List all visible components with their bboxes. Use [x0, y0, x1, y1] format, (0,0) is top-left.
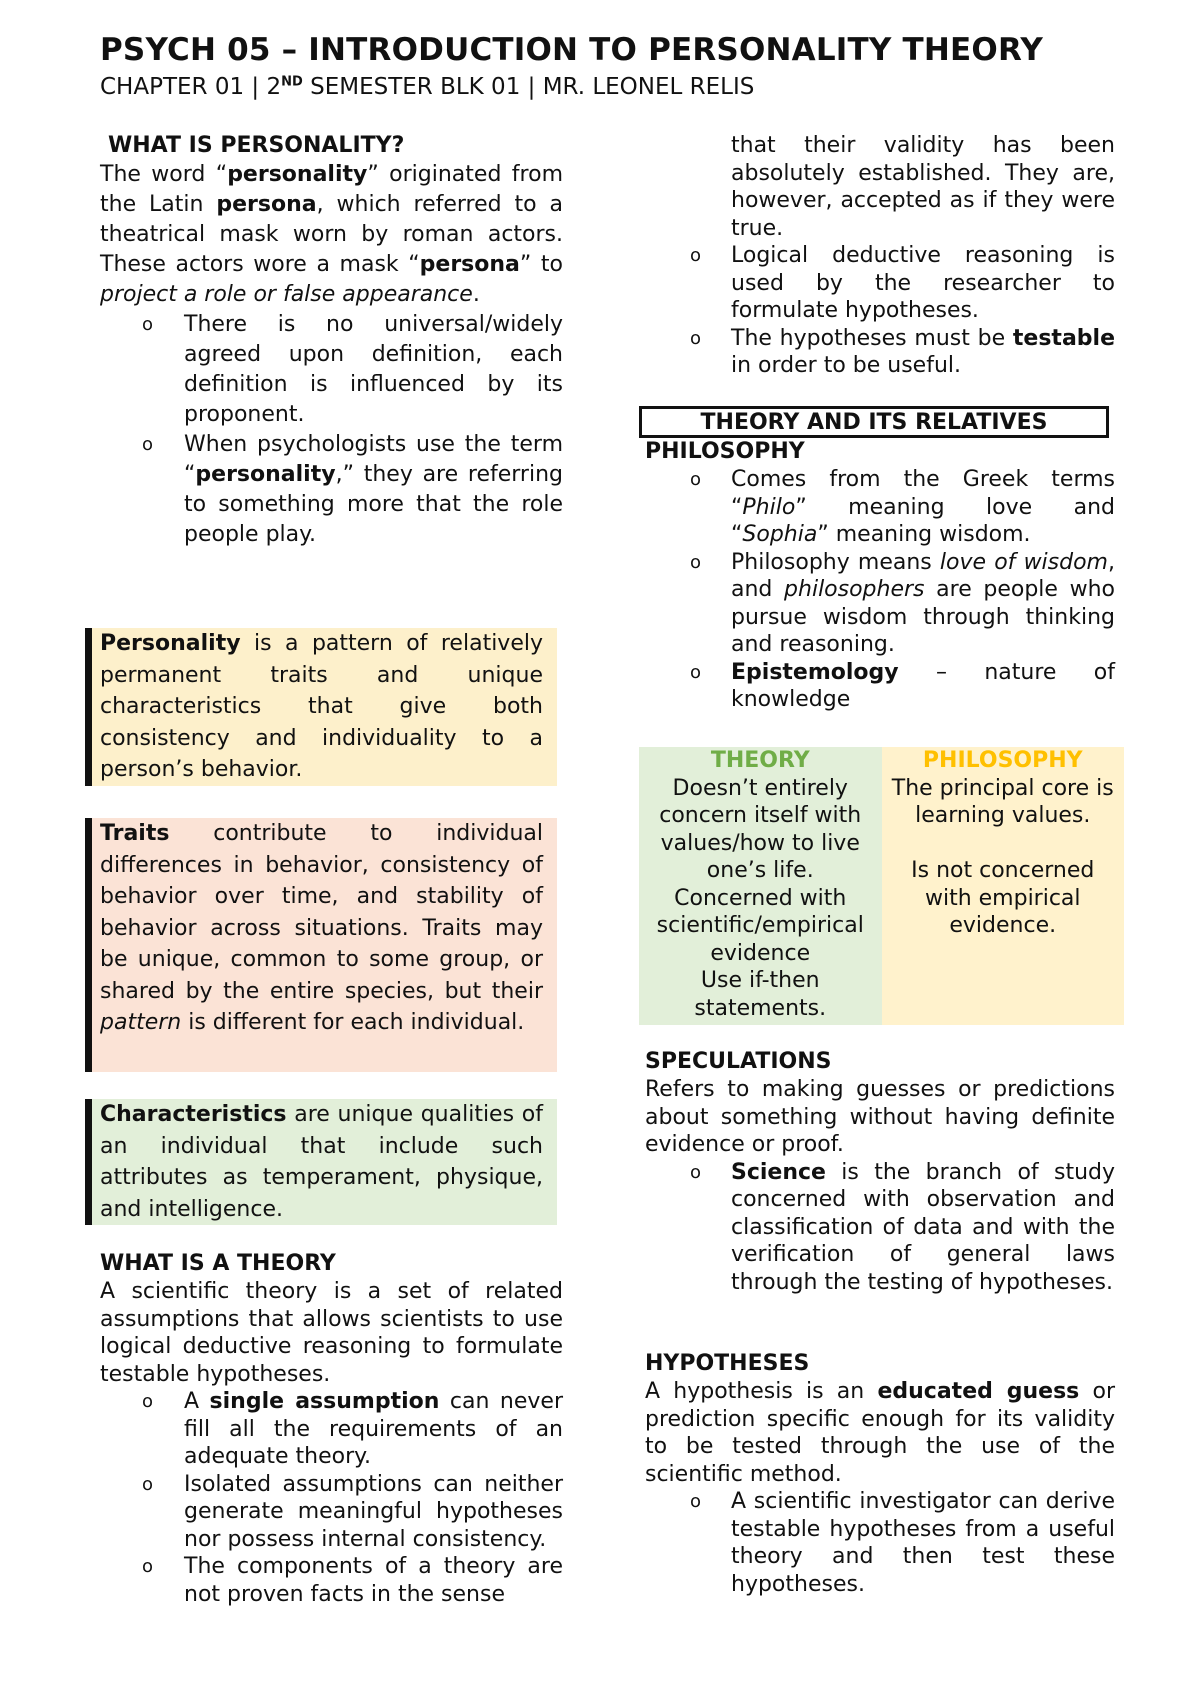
- text-run: can never fill all the requirements of an adequate theory.: [184, 1389, 563, 1469]
- bullet-item: [645, 466, 1115, 549]
- text-run: Refers to making guesses or predictions about something without having definite evidence or proof.: [645, 1077, 1115, 1157]
- bullet-item: [645, 325, 1115, 380]
- bullet-item: [645, 1159, 1115, 1297]
- bullet-item: [100, 1553, 563, 1608]
- text-run: , and: [731, 549, 1115, 602]
- text-run: A scientific investigator can derive testable hypotheses from a useful theory and then test these hypotheses.: [731, 1489, 1115, 1597]
- speculations-intro: [645, 1076, 1115, 1159]
- text-run: , which referred to a theatrical mask worn by roman actors. These actors wore a mask “: [100, 192, 564, 277]
- text-run: ” meaning wisdom.: [817, 522, 1031, 547]
- bold-term: personality: [195, 462, 336, 487]
- document-subtitle: [100, 74, 754, 100]
- text-run: that their validity has been absolutely established. They are, however, accepted as if they were true.: [731, 133, 1115, 241]
- comparison-philosophy-column: [882, 747, 1125, 1025]
- text-run: The components of a theory are not proven facts in the sense: [184, 1554, 563, 1607]
- bullet-marker-icon: o: [690, 469, 702, 490]
- traits-definition-box: [85, 818, 557, 1072]
- text-run: contribute to individual differences in behavior, consistency of behavior over time, and stability of behavior across situations. Traits may be unique, common to some group, or shared by the entire species, but their: [100, 821, 543, 1004]
- hypotheses-heading: HYPOTHESES: [645, 1351, 810, 1376]
- bullet-item: [100, 1388, 563, 1471]
- text-run: The hypotheses must be: [731, 325, 1013, 351]
- text-run: are people who pursue wisdom through thinking and reasoning.: [731, 577, 1115, 657]
- bullet-marker-icon: o: [142, 314, 154, 335]
- theory-relatives-heading-box: THEORY AND ITS RELATIVES: [639, 406, 1109, 438]
- bullet-item: [645, 659, 1115, 714]
- italic-text: love of wisdom: [939, 549, 1108, 575]
- bold-term: Characteristics: [100, 1102, 287, 1127]
- text-run: ” originated from the Latin: [100, 162, 563, 217]
- comparison-theory-heading: THEORY: [710, 748, 810, 773]
- bold-term: Personality: [100, 631, 241, 656]
- bold-term: educated guess: [877, 1379, 1080, 1404]
- personality-intro: [100, 160, 563, 310]
- bold-term: personality: [227, 162, 368, 187]
- text-run: Logical deductive reasoning is used by the researcher to formulate hypotheses.: [731, 243, 1115, 323]
- subtitle-chapter: CHAPTER 01 | 2: [100, 74, 282, 100]
- text-run: are unique qualities of an individual that include such attributes as temperament, physique, and intelligence.: [100, 1102, 543, 1222]
- bold-term: Science: [731, 1159, 826, 1185]
- text-run: – nature of knowledge: [731, 659, 1115, 712]
- text-run: ” to: [519, 252, 563, 277]
- bullet-marker-icon: o: [142, 434, 154, 455]
- comparison-philosophy-heading: PHILOSOPHY: [922, 748, 1083, 773]
- text-run: or prediction specific enough for its validity to be tested through the use of the scientific method.: [645, 1379, 1115, 1487]
- comparison-theory-column: [639, 747, 882, 1025]
- comparison-philosophy-line: Is not concerned with empirical evidence.: [911, 858, 1095, 938]
- text-run: A: [184, 1389, 210, 1414]
- left-column: [100, 132, 563, 550]
- text-run: Comes from the Greek terms “: [731, 467, 1115, 520]
- text-run: is a pattern of relatively permanent traits and unique characteristics that give both consistency and individuality to a person’s behavior.: [100, 631, 543, 782]
- text-run: ,” they are referring to something more that the role people play.: [184, 462, 563, 547]
- theory-continuation-bullets: [645, 242, 1115, 380]
- theory-heading: WHAT IS A THEORY: [100, 1251, 336, 1276]
- bullet-item: [645, 242, 1115, 325]
- text-run: When psychologists use the term “: [184, 432, 563, 487]
- theory-intro: [100, 1278, 563, 1388]
- bullet-marker-icon: o: [690, 661, 702, 683]
- comparison-philosophy-line: The principal core is learning values.: [891, 775, 1114, 828]
- bullet-marker-icon: o: [690, 1161, 702, 1183]
- bold-term: persona: [216, 192, 317, 217]
- bullet-item: [100, 430, 563, 550]
- personality-bullets: [100, 310, 563, 550]
- text-run: ” meaning love and “: [731, 494, 1115, 547]
- bullet-marker-icon: o: [690, 327, 702, 349]
- italic-text: pattern: [100, 1010, 182, 1035]
- theory-section: [100, 1250, 563, 1608]
- subtitle-course-info: SEMESTER BLK 01 | MR. LEONEL RELIS: [302, 74, 755, 100]
- bold-term: single assumption: [209, 1389, 440, 1414]
- bullet-item: [100, 1471, 563, 1554]
- text-run: The word “: [100, 162, 228, 187]
- text-run: .: [472, 282, 480, 307]
- bullet-item: [645, 549, 1115, 659]
- bullet-marker-icon: o: [690, 245, 702, 266]
- speculations-bullets: [645, 1159, 1115, 1297]
- italic-text: project a role or false appearance: [100, 282, 473, 307]
- comparison-philosophy-spacer: [888, 830, 1119, 858]
- hypotheses-intro: [645, 1378, 1115, 1488]
- bullet-marker-icon: o: [690, 1491, 702, 1512]
- italic-text: Philo: [742, 494, 796, 520]
- hypotheses-section: [645, 1350, 1115, 1598]
- comparison-theory-line: Doesn’t entirely concern itself with values/how to live one’s life.: [659, 775, 862, 883]
- comparison-theory-line: Use if-then statements.: [694, 968, 827, 1021]
- comparison-theory-line: Concerned with scientific/empirical evidence: [656, 885, 864, 966]
- characteristics-definition-box: [85, 1099, 557, 1225]
- bullet-marker-icon: o: [142, 1391, 154, 1412]
- speculations-heading: SPECULATIONS: [645, 1049, 832, 1074]
- bullet-marker-icon: o: [142, 1473, 154, 1495]
- text-run: A scientific theory is a set of related assumptions that allows scientists to use logical deductive reasoning to formulate testable hypotheses.: [100, 1279, 563, 1387]
- bold-term: Traits: [100, 821, 170, 846]
- speculations-section: [645, 1048, 1115, 1296]
- document-title: PSYCH 05 – INTRODUCTION TO PERSONALITY THEORY: [100, 32, 1043, 68]
- subtitle-ordinal: ND: [281, 74, 303, 90]
- bullet-item: [100, 310, 563, 430]
- theory-philosophy-comparison-table: [639, 747, 1124, 1025]
- personality-heading: WHAT IS PERSONALITY?: [108, 133, 405, 158]
- bullet-marker-icon: o: [142, 1556, 154, 1577]
- text-run: Philosophy means: [731, 549, 940, 575]
- bold-term: Epistemology: [731, 659, 899, 685]
- bullet-marker-icon: o: [690, 551, 702, 573]
- right-column-top: [645, 132, 1115, 380]
- theory-continuation: [645, 132, 1115, 242]
- text-run: There is no universal/widely agreed upon definition, each definition is influenced by its proponent.: [184, 312, 563, 427]
- italic-text: Sophia: [742, 522, 818, 547]
- philosophy-bullets: [645, 466, 1115, 714]
- hypotheses-bullets: [645, 1488, 1115, 1598]
- bold-term: persona: [419, 252, 520, 277]
- text-run: A hypothesis is an: [645, 1379, 878, 1404]
- text-run: is different for each individual.: [181, 1010, 525, 1035]
- philosophy-heading: PHILOSOPHY: [645, 439, 805, 464]
- bullet-item: [645, 1488, 1115, 1598]
- personality-definition-box: [85, 628, 557, 786]
- philosophy-section: [645, 438, 1115, 714]
- theory-bullets: [100, 1388, 563, 1608]
- italic-text: philosophers: [784, 577, 925, 602]
- text-run: is the branch of study concerned with observation and classification of data and with the verification of general laws through the testing of hypotheses.: [731, 1159, 1115, 1295]
- bold-term: testable: [1012, 325, 1115, 351]
- text-run: in order to be useful.: [731, 353, 962, 378]
- text-run: Isolated assumptions can neither generate meaningful hypotheses nor possess internal consistency.: [184, 1471, 563, 1552]
